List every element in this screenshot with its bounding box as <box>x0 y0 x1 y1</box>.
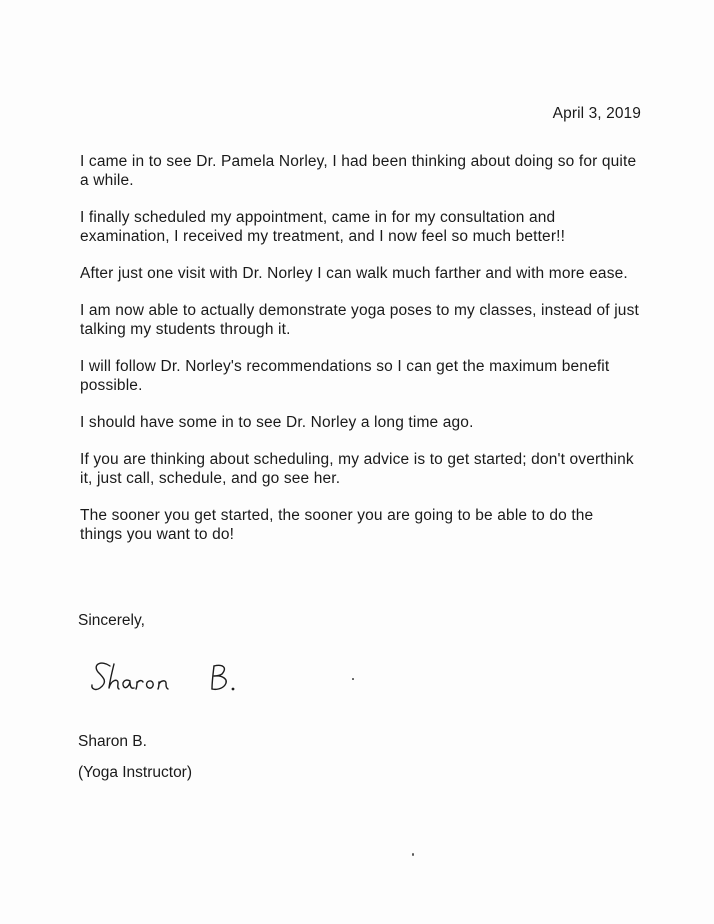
paragraph-1: I came in to see Dr. Pamela Norley, I had been thinking about doing so for quite a while. <box>80 153 637 189</box>
signer-name: Sharon B. <box>78 733 147 750</box>
scan-speck <box>412 853 414 856</box>
scan-speck <box>352 678 354 680</box>
paragraph-3: After just one visit with Dr. Norley I can walk much farther and with more ease. <box>80 265 628 282</box>
paragraph-8: The sooner you get started, the sooner you are going to be able to do the things you want to do! <box>80 507 594 543</box>
signer-title: (Yoga Instructor) <box>78 764 193 781</box>
paragraph-6: I should have some in to see Dr. Norley a long time ago. <box>80 414 474 431</box>
paragraph-4: I am now able to actually demonstrate yoga poses to my classes, instead of just talking my students through it. <box>80 302 639 338</box>
paragraph-2: I finally scheduled my appointment, came in for my consultation and examination, I received my treatment, and I now feel so much better!! <box>80 209 566 245</box>
closing-salutation: Sincerely, <box>78 612 145 629</box>
letter-date: April 3, 2019 <box>552 105 641 122</box>
paragraph-5: I will follow Dr. Norley's recommendations so I can get the maximum benefit possible. <box>80 358 610 394</box>
letter-body <box>80 152 640 562</box>
handwritten-signature <box>88 652 258 704</box>
paragraph-7: If you are thinking about scheduling, my advice is to get started; don't overthink it, just call, schedule, and go see her. <box>80 451 634 487</box>
